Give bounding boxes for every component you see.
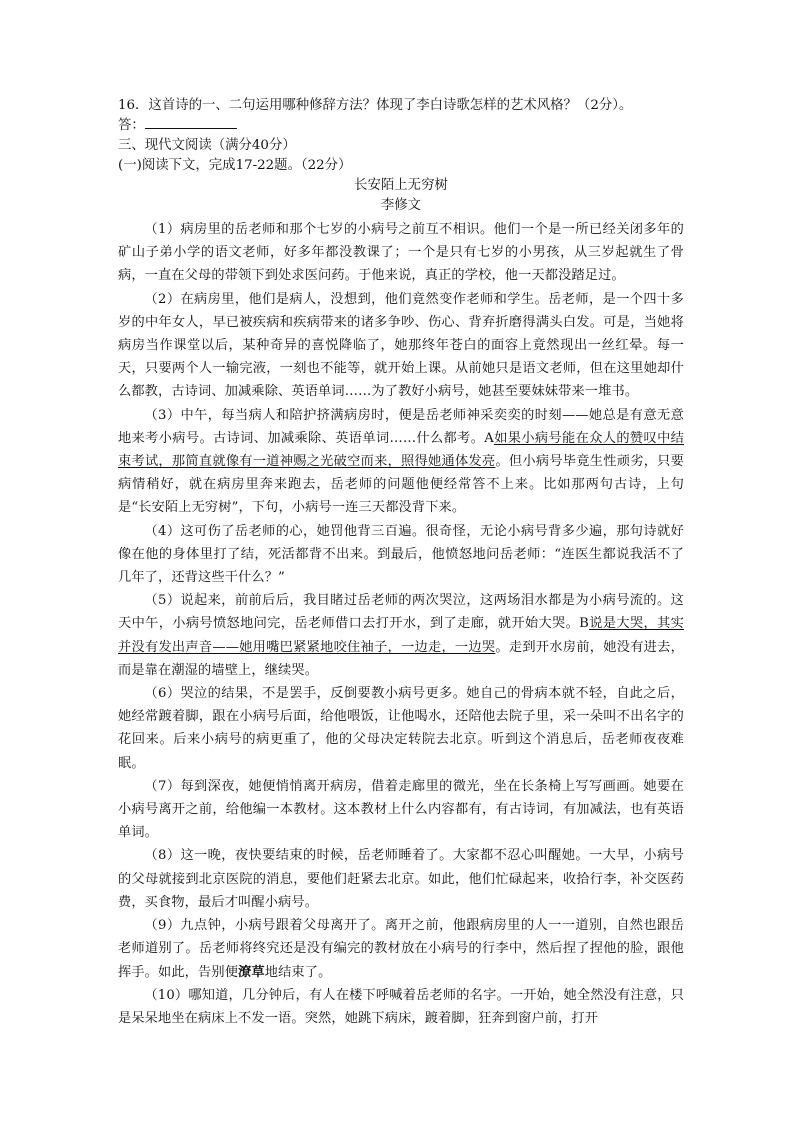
answer-label: 答： xyxy=(118,118,145,133)
paragraph-text: 地结束了。 xyxy=(264,964,332,980)
paragraph-2 xyxy=(118,288,684,404)
section-heading: 三、现代文阅读（满分40分） xyxy=(118,138,296,153)
paragraph-text: （3）中午，每当病人和陪护挤满病房时，便是岳老师神采奕奕的时刻——她总是有意无意地来考小病号。古诗词、加减乘除、英语单词……什么都考。A xyxy=(118,407,684,446)
paragraph-1 xyxy=(118,218,684,288)
answer-blank xyxy=(145,116,237,129)
paragraph-4 xyxy=(118,520,684,590)
section-sub-heading: (一)阅读下文，完成17-22题。（22分） xyxy=(118,158,352,173)
paragraph-text: （9）九点钟，小病号跟着父母离开了。离开之前，他跟病房里的人一一道别，自然也跟岳老师道别了。岳老师将终究还是没有编完的教材放在小病号的行李中，然后捏了捏他的脸，跟他挥手。如此，告别便 xyxy=(118,918,684,980)
paragraph-text: 。但小病号毕竟生性顽劣，只要病情稍好，就在病房里奔来跑去，岳老师的问题他便经常答不上来。比如那两句古诗，上句是“长安陌上无穷树”，下句，小病号一连三天都没背下来。 xyxy=(118,454,684,516)
paragraph-text: 。走到开水房前，她没有进去，而是靠在潮湿的墙壁上，继续哭。 xyxy=(118,639,684,678)
paragraph-10 xyxy=(118,984,684,1030)
question-16: 16．这首诗的一、二句运用哪种修辞方法？体现了李白诗歌怎样的艺术风格？（2分）。 xyxy=(118,98,633,113)
paragraph-text: （7）每到深夜，她便悄悄离开病房，借着走廊里的微光，坐在长条椅上写写画画。她要在小病号离开之前，给他编一本教材。这本教材上什么内容都有，有古诗词，有加减法，也有英语单词。 xyxy=(118,778,684,841)
article-body xyxy=(118,218,684,1030)
paragraph-9 xyxy=(118,914,684,984)
article-author: 李修文 xyxy=(380,198,422,213)
paragraph-3 xyxy=(118,404,684,520)
paragraph-text: （8）这一晚，夜快要结束的时候，岳老师睡着了。大家都不忍心叫醒她。一大早，小病号的父母就接到北京医院的消息，要他们赶紧去北京。如此，他们忙碌起来，收拾行李，补交医药费，买食物，最后才叫醒小病号。 xyxy=(118,848,684,910)
answer-line xyxy=(118,116,684,136)
article-title: 长安陌上无穷树 xyxy=(354,178,448,193)
bold-word: 潦草 xyxy=(238,964,265,980)
underlined-sentence-a: 如果小病号能在众人的赞叹中结束考试，那简直就像有一道神赐之光破空而来，照得她通体发亮 xyxy=(118,430,684,470)
document-page xyxy=(118,96,684,1030)
underlined-sentence-b: 说是大哭，其实并没有发出声音——她用嘴巴紧紧地咬住袖子，一边走，一边哭 xyxy=(118,616,684,655)
paragraph-text: （10）哪知道，几分钟后，有人在楼下呼喊着岳老师的名字。一开始，她全然没有注意，只是呆呆地坐在病床上不发一语。突然，她跳下病床，踱着脚，狂奔到窗户前，打开 xyxy=(118,987,684,1026)
paragraph-text: （2）在病房里，他们是病人，没想到，他们竟然变作老师和学生。岳老师，是一个四十多岁的中年女人，早已被疾病和疾病带来的诸多争吵、伤心、背弃折磨得满头白发。可是，当她将病房当作课堂以后，某种奇异的喜悦降临了，她那终年苍白的面容上竟然现出一丝红晕。每一天，只要两个人一输完液，一刻也不能等，就开始上课。从前她只是语文老师，但在这里她却什么都教，古诗词、加减乘除、英语单词……为了教好小病号，她甚至要妹妹带来一堆书。 xyxy=(118,291,684,400)
paragraph-text: （1）病房里的岳老师和那个七岁的小病号之前互不相识。他们一个是一所已经关闭多年的矿山子弟小学的语文老师，好多年都没教课了；一个是只有七岁的小男孩，从三岁起就生了骨病，一直在父母的带领下到处求医问药。于他来说，真正的学校，他一天都没踏足过。 xyxy=(118,222,684,284)
paragraph-text: （4）这可伤了岳老师的心，她罚他背三百遍。很奇怪，无论小病号背多少遍，那句诗就好像在他的身体里打了结，死活都背不出来。到最后，他愤怒地问岳老师：“连医生都说我活不了几年了，还背这些干什么？” xyxy=(118,523,684,586)
paragraph-6 xyxy=(118,682,684,775)
paragraph-5 xyxy=(118,589,684,682)
paragraph-text: （6）哭泣的结果，不是罢手，反倒要教小病号更多。她自己的骨病本就不轻，自此之后，她经常踱着脚，跟在小病号后面，给他喂饭，让他喝水，还陪他去院子里，采一朵叫不出名字的花回来。后来小病号的病更重了，他的父母决定转院去北京。听到这个消息后，岳老师夜夜难眠。 xyxy=(118,686,684,771)
paragraph-8 xyxy=(118,844,684,914)
paragraph-text: （5）说起来，前前后后，我目睹过岳老师的两次哭泣，这两场泪水都是为小病号流的。这天中午，小病号愤怒地问完，岳老师借口去打开水，到了走廊，就开始大哭。B xyxy=(118,593,684,632)
paragraph-7 xyxy=(118,775,684,845)
